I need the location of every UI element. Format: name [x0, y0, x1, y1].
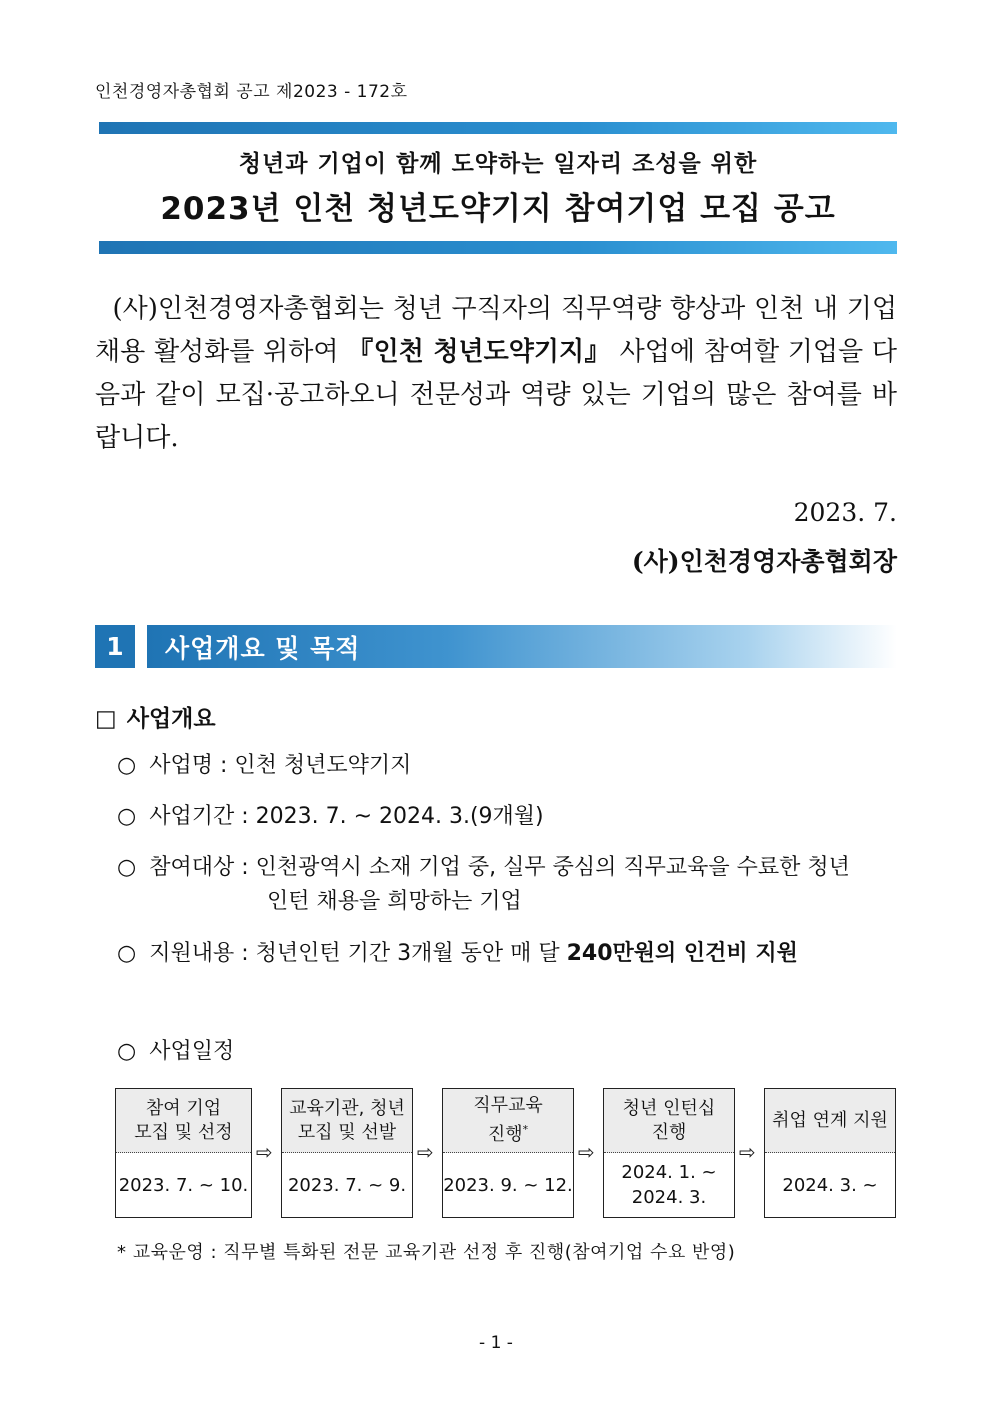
- circle-bullet-icon: ○: [117, 1039, 137, 1064]
- step-label-line2: 모집 및 선정: [134, 1121, 233, 1143]
- step-period-line1: 2024. 3. ~: [782, 1174, 878, 1196]
- item-text: 사업일정: [149, 1039, 235, 1064]
- step-label-line2: 모집 및 선발: [297, 1121, 397, 1143]
- title-top-bar: [99, 122, 897, 134]
- arrow-right-icon: ⇨: [578, 1140, 595, 1164]
- step-label: [604, 1089, 734, 1153]
- circle-bullet-icon: ○: [117, 753, 137, 778]
- schedule-step-3: [442, 1088, 574, 1218]
- support-amount: 240만원의 인건비 지원: [566, 941, 798, 966]
- step-period-line1: 2024. 1. ~: [621, 1162, 717, 1183]
- document-subtitle: 청년과 기업이 함께 도약하는 일자리 조성을 위한: [238, 151, 758, 177]
- list-item-support: [117, 937, 798, 971]
- step-period-line1: 2023. 7. ~ 10.: [118, 1174, 249, 1196]
- organization-signature: (사)인천경영자총협회장: [631, 547, 897, 576]
- step-label-line1: 참여 기업: [145, 1097, 222, 1119]
- intro-paragraph: [95, 288, 897, 460]
- step-period-line1: 2023. 9. ~ 12.: [443, 1174, 573, 1196]
- list-item-schedule: [117, 1035, 234, 1069]
- notice-number: 인천경영자총협회 공고 제2023 - 172호: [95, 82, 408, 102]
- circle-bullet-icon: ○: [117, 941, 137, 966]
- section-title: 사업개요 및 목적: [147, 625, 897, 668]
- arrow-right-icon: ⇨: [739, 1140, 756, 1164]
- footnote-mark: *: [522, 1123, 529, 1136]
- schedule-step-1: [115, 1088, 252, 1218]
- arrow-right-icon: ⇨: [417, 1140, 434, 1164]
- intro-text-1: (사)인천경영자총협회는 청년 구직자의 직무역량 향상과 인천 내 기업 채용 활성화를 위하여: [95, 294, 897, 367]
- schedule-step-5: [764, 1088, 896, 1218]
- item-text: 지원내용 : 청년인턴 기간 3개월 동안 매 달: [149, 941, 567, 966]
- schedule-step-2: [281, 1088, 413, 1218]
- page-number: - 1 -: [479, 1333, 513, 1353]
- step-period-line2: 2024. 3.: [631, 1187, 707, 1208]
- schedule-step-4: [603, 1088, 735, 1218]
- document-title: 2023년 인천 청년도약기지 참여기업 모집 공고: [160, 191, 836, 227]
- step-label-line2: 진행: [487, 1124, 523, 1145]
- circle-bullet-icon: ○: [117, 804, 137, 829]
- step-label-line1: 직무교육: [473, 1095, 543, 1116]
- step-label-line1: 취업 연계 지원: [772, 1109, 888, 1131]
- subheading-text: 사업개요: [126, 706, 216, 732]
- step-label-line1: 청년 인턴십: [622, 1097, 716, 1119]
- intro-text-2: 사업에 참여할 기업을 다음과 같이 모집·공고하오니 전문성과 역량 있는 기업의 많은 참여를 바랍니다.: [95, 337, 897, 453]
- footnote: * 교육운영 : 직무별 특화된 전문 교육기관 선정 후 진행(참여기업 수요 반영): [117, 1242, 736, 1263]
- circle-bullet-icon: ○: [117, 855, 137, 880]
- list-item-target: [117, 851, 897, 919]
- step-period: [116, 1153, 251, 1217]
- step-period: [604, 1153, 734, 1217]
- item-text: 사업기간 : 2023. 7. ~ 2024. 3.(9개월): [149, 804, 544, 829]
- title-bottom-bar: [99, 241, 897, 254]
- step-period: [443, 1153, 573, 1217]
- step-period-line1: 2023. 7. ~ 9.: [287, 1174, 407, 1196]
- section-number: 1: [95, 625, 135, 668]
- square-bullet-icon: □: [95, 706, 117, 732]
- announcement-date: 2023. 7.: [793, 498, 897, 527]
- step-label: [765, 1089, 895, 1153]
- program-name: 『인천 청년도약기지』: [347, 337, 611, 367]
- step-label: [282, 1089, 412, 1153]
- item-text: 사업명 : 인천 청년도약기지: [149, 753, 412, 778]
- step-label-line2: 진행: [651, 1121, 687, 1143]
- subheading: [95, 700, 216, 733]
- step-label: [443, 1089, 573, 1153]
- list-item-name: [117, 749, 411, 783]
- item-text-continued: 인턴 채용을 희망하는 기업: [267, 889, 522, 914]
- step-period: [282, 1153, 412, 1217]
- step-period: [765, 1153, 895, 1217]
- list-item-period: [117, 800, 544, 834]
- step-label-line1: 교육기관, 청년: [289, 1097, 405, 1119]
- item-text: 참여대상 : 인천광역시 소재 기업 중, 실무 중심의 직무교육을 수료한 청년: [149, 855, 850, 880]
- arrow-right-icon: ⇨: [256, 1140, 273, 1164]
- step-label: [116, 1089, 251, 1153]
